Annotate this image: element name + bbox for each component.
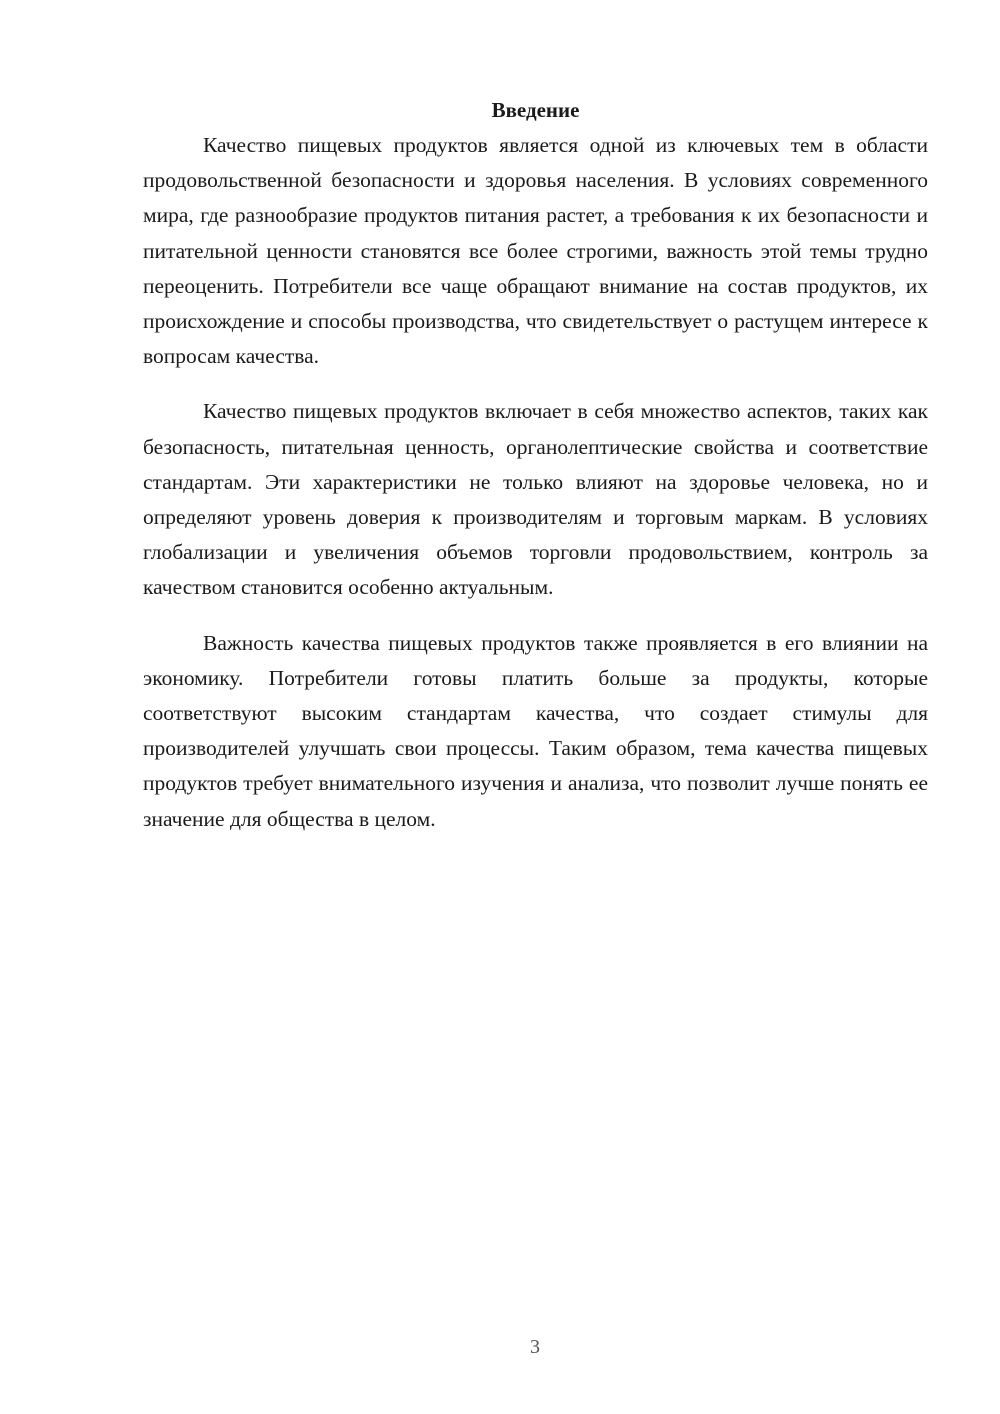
page-number: 3 bbox=[530, 1336, 540, 1358]
paragraph-2: Качество пищевых продуктов включает в себя множество аспектов, таких как безопасность, питательная ценность, органолептические свойства и соответствие стандартам. Эти характеристики не только влияют на здоровье человека, но и определяют уровень доверия к производителям и торговым маркам. В условиях глобализации и увеличения объемов торговли продовольствием, контроль за качеством становится особенно актуальным. bbox=[143, 399, 928, 600]
paragraph-3: Важность качества пищевых продуктов также проявляется в его влиянии на экономику. Потребители готовы платить больше за продукты, которые соответствуют высоким стандартам качества, что создает стимулы для производителей улучшать свои процессы. Таким образом, тема качества пищевых продуктов требует внимательного изучения и анализа, что позволит лучше понять ее значение для общества в целом. bbox=[143, 630, 928, 831]
section-heading: Введение bbox=[491, 98, 580, 122]
page-content bbox=[143, 93, 928, 837]
paragraph-1: Качество пищевых продуктов является одной из ключевых тем в области продовольственной безопасности и здоровья населения. В условиях современного мира, где разнообразие продуктов питания растет, а требования к их безопасности и питательной ценности становятся все более строгими, важность этой темы трудно переоценить. Потребители все чаще обращают внимание на состав продуктов, их происхождение и способы производства, что свидетельствует о растущем интересе к вопросам качества. bbox=[143, 133, 928, 369]
